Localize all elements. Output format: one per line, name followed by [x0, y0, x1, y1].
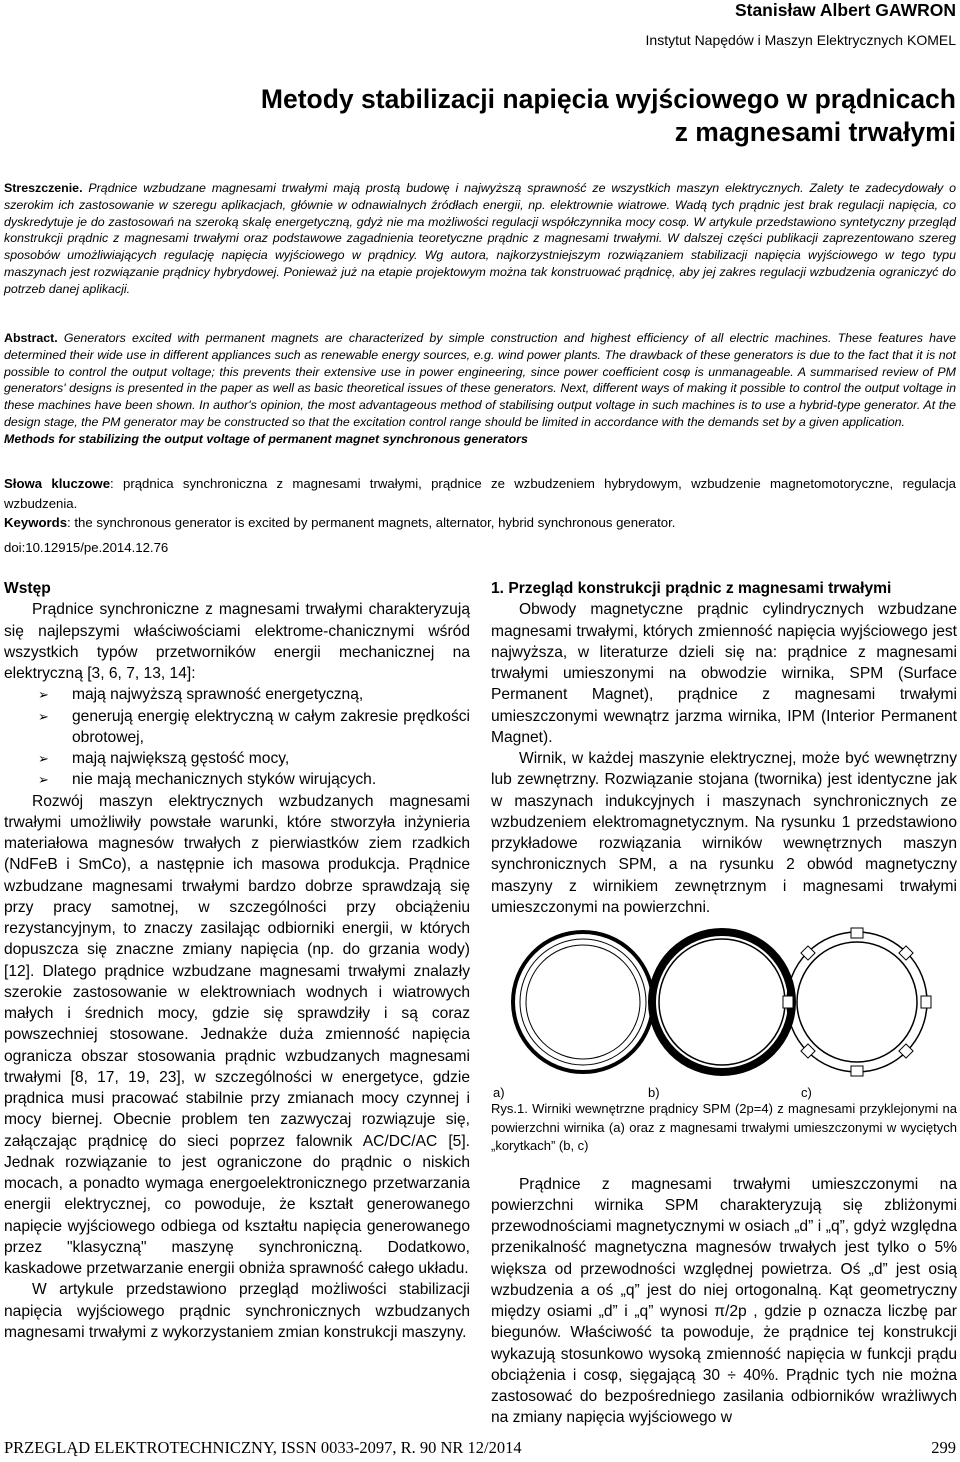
section-heading-intro: Wstęp	[4, 580, 51, 597]
keywords-polish-text: : prądnica synchroniczna z magnesami trwałymi, prądnice ze wzbudzeniem hybrydowym, wzbudzenie magnetomotoryczne, regulacja wzbudzenia.	[4, 476, 956, 511]
doi: doi:10.12915/pe.2014.12.76	[4, 540, 169, 555]
paragraph: Prądnice synchroniczne z magnesami trwałymi charakteryzują się najlepszymi właściwościami elektrome-chanicznymi wśród wszystkich typów przetworników energii mechanicznej na elektryczną [3, 6, 7, 13, 14]:	[4, 601, 470, 682]
figure-1-caption: Rys.1. Wirniki wewnętrzne prądnicy SPM (2p=4) z magnesami przyklejonymi na powierzchni wirnika (a) oraz z magnesami trwałymi umieszczonymi w wyciętych „korytkach” (b, c)	[491, 1101, 957, 1153]
arrow-bullet-icon: ➢	[38, 708, 49, 724]
keywords-english	[4, 513, 956, 533]
list-item: ➢ mają największą gęstość mocy,	[4, 748, 470, 769]
right-column	[491, 578, 957, 1429]
rotor-a	[513, 932, 653, 1072]
arrow-bullet-icon: ➢	[38, 772, 49, 788]
keywords-english-label: Keywords	[4, 515, 68, 530]
list-item: ➢ nie mają mechanicznych styków wirujących.	[4, 769, 470, 790]
paragraph: Prądnice z magnesami trwałymi umieszczonymi na powierzchni wirnika SPM charakteryzują się zbliżonymi przewodnościami magnetycznymi w osiach „d” i „q”, gdyż względna przenikalność magnetyczna magnesów trwałych jest tylko o 5% większa od przewodności względnej powietrza. Oś „d” jest osią wzbudzenia a oś „q” jest do niej ortogonalną. Kąt geometryczny między osiami „d” i „q” wynosi π/2p , gdzie p oznacza liczbę par biegunów. Właściwość ta powoduje, że prądnice tej konstrukcji wykazują stosunkowo wysoką zmienność napięcia w funkcji prądu obciążenia i cosφ, sięgającą 30 ÷ 40%. Prądnic tych nie można zastosować do bezpośredniego zasilania odbiorników wrażliwych na zmiany napięcia wyjściowego w	[491, 1175, 957, 1427]
page-number: 299	[931, 1438, 956, 1457]
abstract-english-text: Generators excited with permanent magnets are characterized by simple construction and highest efficiency of all electric machines. These features have determined their wide use in different appliances such as renewable energy sources, e.g. wind power plants. The drawback of these generators is due to the fact that it is not possible to control the output voltage; this prevents their extensive use in power engineering, since power coefficient cosφ is unmanageable. A summarised review of PM generators' designs is presented in the paper as well as basic theoretical issues of these generators. Next, different ways of making it possible to control the output voltage in these machines have been shown. In author's opinion, the most advantageous method of stabilising output voltage in such machines is to use a hybrid-type generator. At the design stage, the PM generator may be constructed so that the excitation control range should be limited in accordance with the demands set by a given application.	[4, 331, 956, 429]
arrow-bullet-icon: ➢	[38, 687, 49, 703]
journal-footer: PRZEGLĄD ELEKTROTECHNICZNY, ISSN 0033-2097, R. 90 NR 12/2014	[4, 1438, 522, 1457]
abstract-polish-label: Streszczenie.	[4, 181, 83, 195]
keywords-block	[4, 474, 956, 533]
rotor-diagrams	[491, 922, 957, 1082]
author-affiliation: Instytut Napędów i Maszyn Elektrycznych KOMEL	[645, 32, 956, 48]
bullet-list	[4, 684, 470, 790]
rotor-b	[652, 932, 792, 1072]
abstract-polish	[4, 180, 956, 298]
keywords-polish-label: Słowa kluczowe	[4, 476, 111, 491]
title-line-2: z magnesami trwałymi	[674, 117, 956, 147]
figure-label-b: b)	[648, 1085, 660, 1100]
list-item: ➢ mają najwyższą sprawność energetyczną,	[4, 684, 470, 705]
figure-label-c: c)	[801, 1085, 812, 1100]
section-heading-1: 1. Przegląd konstrukcji prądnic z magnesami trwałymi	[491, 580, 892, 597]
left-column	[4, 578, 470, 1343]
english-title: Methods for stabilizing the output voltage of permanent magnet synchronous generators	[4, 431, 528, 446]
paragraph: Obwody magnetyczne prądnic cylindrycznych wzbudzane magnesami trwałymi, których zmienność napięcia wyjściowego jest najwyższa, w literaturze dzieli się na: prądnice z magnesami trwałymi umieszonymi na obwodzie wirnika, SPM (Surface Permanent Magnet), prądnice z magnesami trwałymi umieszczonymi wewnątrz jarzma wirnika, IPM (Interior Permanent Magnet).	[491, 601, 957, 746]
abstract-english	[4, 330, 956, 448]
arrow-bullet-icon: ➢	[38, 751, 49, 766]
paragraph: W artykule przedstawiono przegląd możliwości stabilizacji napięcia wyjściowego prądnic synchronicznych wzbudzanych magnesami trwałymi z wykorzystaniem zmian konstrukcji maszyny.	[4, 1281, 470, 1341]
figure-1	[491, 922, 957, 1082]
paragraph: Rozwój maszyn elektrycznych wzbudzanych magnesami trwałymi umożliwiły powstałe warunki, które stworzyła inżynieria materiałowa magnesów trwałych z pierwiastków ziem rzadkich (NdFeB i SmCo), a następnie ich masowa produkcja. Prądnice wzbudzane magnesami trwałymi bardzo dobrze sprawdzają się przy pracy samotnej, w szczególności przy obciążeniu rezystancyjnym, to znaczy zasilając odbiorniki energii, w których dopuszcza się znaczne zmiany napięcia (np. do grzania wody) [12]. Dlatego prądnice wzbudzane magnesami trwałymi znalazły szerokie zastosowanie w elektrowniach wodnych i wiatrowych małych i średnich mocy, gdzie się sprawdziły i są coraz powszechniej stosowane. Jednakże duża zmienność napięcia ogranicza obszar stosowania prądnic wzbudzanych magnesami trwałymi [8, 17, 19, 23], w szczególności w energetyce, gdzie prądnica musi pracować stabilnie przy zmianach mocy czynnej i mocy biernej. Obecnie problem ten zazwyczaj rozwiązuje się, załączając prądnicę do sieci poprzez falownik AC/DC/AC [5]. Jednak rozwiązanie to jest ograniczone do prądnic o niskich mocach, a ponadto wymaga energoelektronicznego przetwarzania energii elektrycznej, co powoduje, że kształt generowanego napięcie wyjściowego odbiega od kształtu napięcia generowanego przez "klasyczną" maszynę synchroniczną. Dodatkowo, kaskadowe przetwarzanie energii obniża sprawność całego układu.	[4, 792, 470, 1277]
abstract-polish-text: Prądnice wzbudzane magnesami trwałymi mają prostą budowę i najwyższą sprawność ze wszystkich maszyn elektrycznych. Zalety te zadecydowały o szerokim ich zastosowanie w szeregu aplikacjach, głównie w odnawialnych źródłach energii, np. elektrownie wiatrowe. Wadą tych prądnic jest brak regulacji napięcia, co dyskredytuje je do zastosowań na szeroką skalę energetyczną, gdyż nie ma możliwości regulacji współczynnika mocy cosφ. W artykule przedstawiono syntetyczny przegląd konstrukcji prądnic z magnesami trwałymi oraz podstawowe zagadnienia teoretyczne prądnic z magnesami trwałymi. W dalszej części publikacji zaprezentowano szereg sposobów umożliwiających regulację napięcia wyjściowego w prądnicy. Wg autora, najkorzystniejszym rozwiązaniem stabilizacji napięcia wyjściowego w tego typu maszynach jest rozwiązanie prądnicy hybrydowej. Ponieważ już na etapie projektowym można tak konstruować prądnicę, aby jej zakres regulacji wzbudzenia ograniczyć do potrzeb danej aplikacji.	[4, 181, 956, 296]
rotor-c	[783, 928, 931, 1076]
author-name: Stanisław Albert GAWRON	[734, 0, 956, 20]
abstract-english-label: Abstract.	[4, 331, 58, 345]
keywords-english-text: : the synchronous generator is excited by permanent magnets, alternator, hybrid synchronous generator.	[67, 515, 676, 530]
paper-title	[96, 83, 956, 149]
keywords-polish	[4, 474, 956, 513]
paragraph: Wirnik, w każdej maszynie elektrycznej, może być wewnętrzny lub zewnętrzny. Rozwiązanie stojana (twornika) jest identyczne jak w maszynach indukcyjnych i maszynach synchronicznych ze wzbudzeniem elektromagnetycznym. Na rysunku 1 przedstawiono przykładowe rozwiązania wirników wewnętrznych maszyn synchronicznych SPM, a na rysunku 2 obwód magnetyczny maszyny z wirnikiem zewnętrznym i magnesami trwałymi umieszczonymi na powierzchni.	[491, 750, 957, 916]
figure-label-a: a)	[493, 1085, 505, 1100]
title-line-1: Metody stabilizacji napięcia wyjściowego w prądnicach	[260, 84, 956, 114]
figure-1-labels	[491, 1082, 957, 1100]
list-item: ➢ generują energię elektryczną w całym zakresie prędkości obrotowej,	[38, 707, 470, 746]
